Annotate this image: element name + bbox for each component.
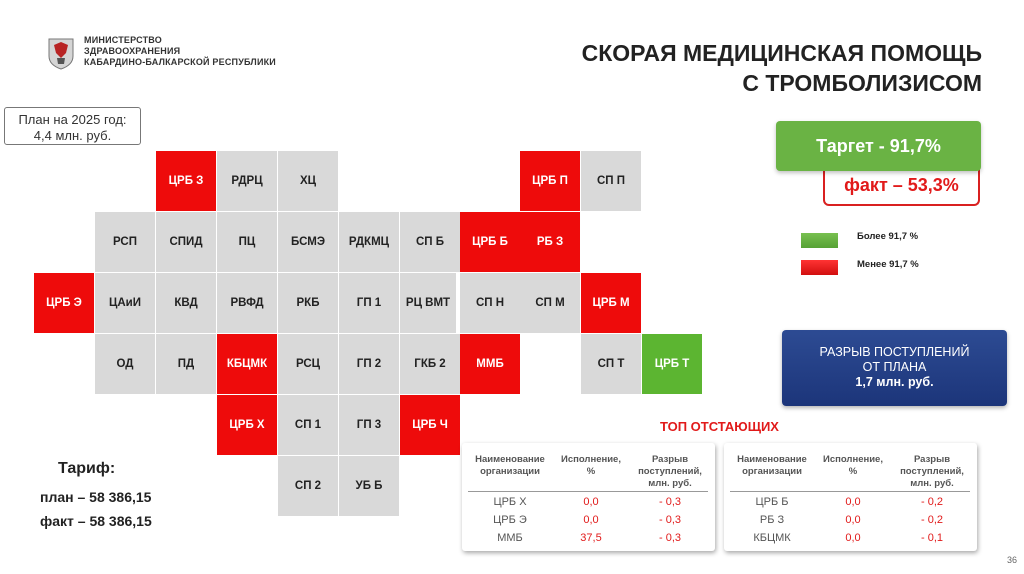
table-cell: 37,5 (580, 532, 602, 544)
table-header-name: Наименование организации (475, 454, 545, 477)
table-header-gap: Разрыв поступлений, млн. руб. (638, 454, 702, 489)
target-label: Таргет - 91,7% (816, 135, 941, 156)
gap-line-1: РАЗРЫВ ПОСТУПЛЕНИЙ (819, 345, 970, 359)
grid-cell[interactable]: ЦРБ М (581, 273, 641, 333)
grid-cell[interactable]: ПД (156, 334, 216, 394)
table-cell: - 0,3 (658, 496, 681, 508)
legend-label-above: Более 91,7 % (857, 231, 919, 242)
grid-cell[interactable]: СП П (581, 151, 641, 211)
grid-cell[interactable]: ГП 1 (339, 273, 399, 333)
grid-cell[interactable]: ЦРБ З (156, 151, 216, 211)
grid-cell[interactable]: ММБ (460, 334, 520, 394)
ministry-line-2: ЗДРАВООХРАНЕНИЯ (84, 46, 181, 56)
tariff-title: Тариф: (58, 460, 116, 477)
grid-cell[interactable]: РЦ ВМТ (400, 273, 456, 333)
grid-cell[interactable]: ЦРБ Э (34, 273, 94, 333)
grid-cell[interactable]: ОД (95, 334, 155, 394)
table-divider (468, 491, 708, 492)
table-header-execution: Исполнение, % (561, 454, 621, 477)
grid-cell[interactable]: РВФД (217, 273, 277, 333)
legend-swatch-red (801, 260, 838, 275)
table-cell: 0,0 (583, 514, 599, 526)
table-cell: 0,0 (845, 532, 861, 544)
grid-cell[interactable]: СП М (520, 273, 580, 333)
page-title (582, 38, 982, 98)
table-divider (730, 491, 970, 492)
grid-cell[interactable]: РБ З (520, 212, 580, 272)
table-cell: 0,0 (583, 496, 599, 508)
table-cell: 0,0 (845, 496, 861, 508)
grid-cell[interactable]: СП 1 (278, 395, 338, 455)
grid-cell[interactable]: СП 2 (278, 456, 338, 516)
plan-box (4, 107, 141, 145)
gap-line-3: 1,7 млн. руб. (855, 375, 934, 389)
page-title-line-1: СКОРАЯ МЕДИЦИНСКАЯ ПОМОЩЬ (581, 40, 982, 66)
table-cell: - 0,2 (920, 514, 943, 526)
grid-cell[interactable]: КБЦМК (217, 334, 277, 394)
grid-cell[interactable]: РДРЦ (217, 151, 277, 211)
table-cell: КБЦМК (753, 532, 791, 544)
table-cell: РБ З (759, 514, 785, 526)
table-header-name: Наименование организации (737, 454, 807, 477)
grid-cell[interactable]: СП Н (460, 273, 520, 333)
grid-cell[interactable]: ЦРБ Ч (400, 395, 460, 455)
grid-cell[interactable]: СП Т (581, 334, 641, 394)
grid-cell[interactable]: РСЦ (278, 334, 338, 394)
grid-cell[interactable]: ЦАиИ (95, 273, 155, 333)
gap-line-2: ОТ ПЛАНА (862, 360, 927, 374)
target-box (776, 121, 981, 171)
grid-cell[interactable]: СП Б (400, 212, 460, 272)
page-title-line-2: С ТРОМБОЛИЗИСОМ (742, 70, 982, 96)
ministry-line-3: КАБАРДИНО-БАЛКАРСКОЙ РЕСПУБЛИКИ (84, 57, 276, 67)
page-number: 36 (1006, 555, 1017, 565)
grid-cell[interactable]: ЦРБ П (520, 151, 580, 211)
legend-swatch-green (801, 233, 838, 248)
table-cell: ЦРБ Б (755, 496, 789, 508)
tariff-plan: план – 58 386,15 (40, 489, 152, 505)
tariff-fact: факт – 58 386,15 (40, 513, 152, 529)
lagging-table-2 (724, 443, 977, 551)
table-header-gap: Разрыв поступлений, млн. руб. (900, 454, 964, 489)
table-cell: ЦРБ Х (493, 496, 527, 508)
grid-cell[interactable]: БСМЭ (278, 212, 338, 272)
grid-cell[interactable]: ГКБ 2 (400, 334, 460, 394)
ministry-name (84, 35, 344, 68)
grid-cell[interactable]: ЦРБ Т (642, 334, 702, 394)
table-header-execution: Исполнение, % (823, 454, 883, 477)
grid-cell[interactable]: СПИД (156, 212, 216, 272)
grid-cell[interactable]: ХЦ (278, 151, 338, 211)
grid-cell[interactable]: ПЦ (217, 212, 277, 272)
grid-cell[interactable]: ЦРБ Б (460, 212, 520, 272)
grid-cell[interactable]: РДКМЦ (339, 212, 399, 272)
grid-cell[interactable]: УБ Б (339, 456, 399, 516)
legend-label-below: Менее 91,7 % (857, 259, 919, 270)
ministry-line-1: МИНИСТЕРСТВО (84, 35, 162, 45)
grid-cell[interactable]: ГП 2 (339, 334, 399, 394)
table-cell: - 0,3 (658, 532, 681, 544)
plan-line-2: 4,4 млн. руб. (33, 128, 112, 143)
plan-line-1: План на 2025 год: (18, 112, 127, 127)
grid-cell[interactable]: ГП 3 (339, 395, 399, 455)
grid-cell[interactable]: ЦРБ Х (217, 395, 277, 455)
grid-cell[interactable]: РКБ (278, 273, 338, 333)
table-cell: 0,0 (845, 514, 861, 526)
revenue-gap-box (782, 330, 1007, 406)
ministry-emblem-icon (46, 36, 76, 70)
table-cell: ММБ (497, 532, 523, 544)
table-cell: - 0,1 (920, 532, 943, 544)
lagging-table-1 (462, 443, 715, 551)
table-cell: ЦРБ Э (493, 514, 527, 526)
table-cell: - 0,3 (658, 514, 681, 526)
table-cell: - 0,2 (920, 496, 943, 508)
grid-cell[interactable]: КВД (156, 273, 216, 333)
top-lagging-title: ТОП ОТСТАЮЩИХ (660, 419, 779, 434)
fact-label: факт – 53,3% (844, 175, 959, 195)
grid-cell[interactable]: РСП (95, 212, 155, 272)
